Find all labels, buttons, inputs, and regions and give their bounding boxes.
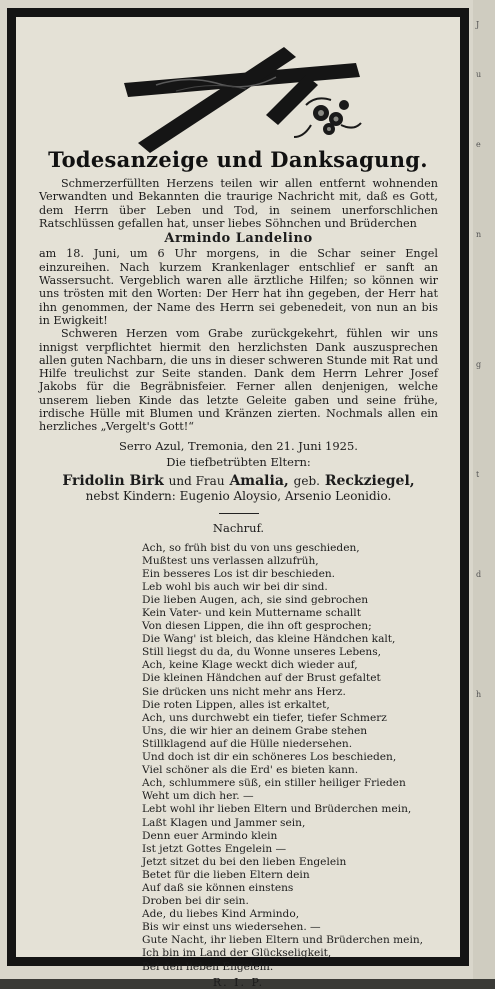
poem-line: Ein besseres Los ist dir beschieden. — [142, 567, 336, 580]
poem-line: Ach, keine Klage weckt dich wieder auf, — [142, 659, 358, 672]
poem-line: Mußtest uns verlassen allzufrüh, — [142, 554, 319, 567]
mother-maiden-name: Reckziegel, — [324, 473, 415, 490]
poem-line: Die Wang' ist bleich, das kleine Händchen kalt, — [142, 633, 396, 646]
poem-line: Ach, so früh bist du von uns geschieden, — [142, 541, 360, 554]
poem-line: Ach, schlummere süß, ein stiller heiliger Frieden — [142, 777, 406, 790]
poem-line: Denn euer Armindo klein — [142, 829, 278, 842]
rip-closing: R. I. P. — [212, 975, 265, 989]
nee-text: geb. — [293, 474, 320, 489]
poem-line: Viel schöner als die Erd' es bieten kann. — [142, 764, 359, 777]
deceased-name: Armindo Landelino — [164, 231, 313, 247]
poem-line: Die kleinen Händchen auf der Brust gefaltet — [142, 672, 381, 685]
and-text: und Frau — [168, 474, 225, 489]
children-line: nebst Kindern: Eugenio Aloysio, Arsenio Leonidio. — [85, 489, 392, 504]
poem-line: Laßt Klagen und Jammer sein, — [142, 816, 306, 829]
poem-line: Ich bin im Land der Glückseligkeit, — [142, 947, 332, 960]
poem-line: Und doch ist dir ein schöneres Los beschieden, — [142, 751, 397, 764]
poem-line: Uns, die wir hier an deinem Grabe stehen — [142, 724, 368, 737]
poem-line: Von diesen Lippen, die ihn oft gesprochen; — [142, 620, 372, 633]
adjacent-column-fragment — [473, 0, 495, 979]
edge-letter: t — [476, 470, 480, 479]
parents-line — [39, 473, 438, 489]
poem-line: Jetzt sitzet du bei den lieben Engelein — [142, 855, 347, 868]
edge-letter: g — [476, 360, 482, 369]
edge-letter: h — [476, 690, 482, 699]
intro-paragraph: Schmerzerfüllten Herzens teilen wir allen entfernt wohnenden Verwandten und Bekannten die traurige Nachricht mit, daß es Gott, dem Herrn über Leben und Tod, in seinem unerforschlichen Ratschlüssen gefallen hat, unser liebes Söhnchen und Brüderchen — [39, 177, 438, 230]
edge-letter: n — [476, 230, 482, 239]
poem-line: Gute Nacht, ihr lieben Eltern und Brüderchen mein, — [142, 934, 424, 947]
notice-title: Todesanzeige und Danksagung. — [48, 147, 428, 172]
poem-line: Die lieben Augen, ach, sie sind gebrochen — [142, 593, 369, 606]
edge-letter: d — [476, 570, 482, 579]
poem-line: Die roten Lippen, alles ist erkaltet, — [142, 698, 330, 711]
poem-line: Droben bei dir sein. — [142, 895, 249, 908]
poem-line: Sie drücken uns nicht mehr ans Herz. — [142, 685, 346, 698]
poem-line: Still liegst du da, du Wonne unseres Lebens, — [142, 646, 382, 659]
poem-line: Leb wohl bis auch wir bei dir sind. — [142, 580, 328, 593]
obituary-frame — [7, 8, 469, 989]
poem-line: Betet für die lieben Eltern dein — [142, 868, 310, 881]
poem-line: Auf daß sie können einstens — [142, 881, 294, 894]
edge-letter: J — [476, 20, 480, 29]
place-date: Serro Azul, Tremonia, den 21. Juni 1925. — [119, 438, 358, 453]
cross-with-wreath-icon — [116, 45, 366, 155]
poem-line: Ade, du liebes Kind Armindo, — [142, 908, 300, 921]
poem-line: Bei den lieben Engelein. — [142, 960, 274, 973]
poem-line: Lebt wohl ihr lieben Eltern und Brüderchen mein, — [142, 803, 412, 816]
notice-body — [39, 177, 438, 989]
poem-line: Stillklagend auf die Hülle niedersehen. — [142, 737, 353, 750]
father-name: Fridolin Birk — [62, 473, 164, 490]
obituary-content — [26, 27, 450, 989]
nachruf-heading: Nachruf. — [212, 521, 265, 536]
mourners-label: Die tiefbetrübten Eltern: — [166, 454, 311, 469]
poem-line: Ist jetzt Gottes Engelein — — [142, 842, 287, 855]
edge-letter: e — [476, 140, 481, 149]
edge-letter: u — [476, 70, 482, 79]
mother-name: Amalia, — [229, 473, 289, 490]
poem-line: Ach, uns durchwebt ein tiefer, tiefer Schmerz — [142, 711, 387, 724]
poem-line: Weht um dich her. — — [142, 790, 254, 803]
poem-line: Bis wir einst uns wiedersehen. — — [142, 921, 321, 934]
section-divider — [219, 513, 259, 514]
death-paragraph: am 18. Juni, um 6 Uhr morgens, in die Schar seiner Engel einzureihen. Nach kurzem Krankenlager entschlief er sanft an Wassersucht. Vergeblich waren alle ärztliche Hilfen; so können wir uns trösten mit den Worten: Der Herr hat ihn gegeben, der Herr hat ihn genommen, der Name des Herrn sei gebenedeit, von nun an bis in Ewigkeit! — [39, 247, 438, 327]
thanks-paragraph: Schweren Herzen vom Grabe zurückgekehrt, fühlen wir uns innigst verpflichtet hiermit den herzlichsten Dank auszusprechen allen guten Nachbarn, die uns in dieser schweren Stunde mit Rat und Hilfe treulichst zur Seite standen. Dank dem Herrn Lehrer Josef Jakobs für die Begräbnisfeier. Ferner allen denjenigen, welche unserem lieben Kinde das letzte Geleite gaben und seine frühe, irdische Hülle mit Blumen und Kränzen zierten. Nochmals allen ein herzliches „Vergelt's Gott!“ — [39, 327, 438, 434]
poem-line: Kein Vater- und kein Muttername schallt — [142, 607, 361, 619]
nachruf-poem — [142, 542, 438, 974]
